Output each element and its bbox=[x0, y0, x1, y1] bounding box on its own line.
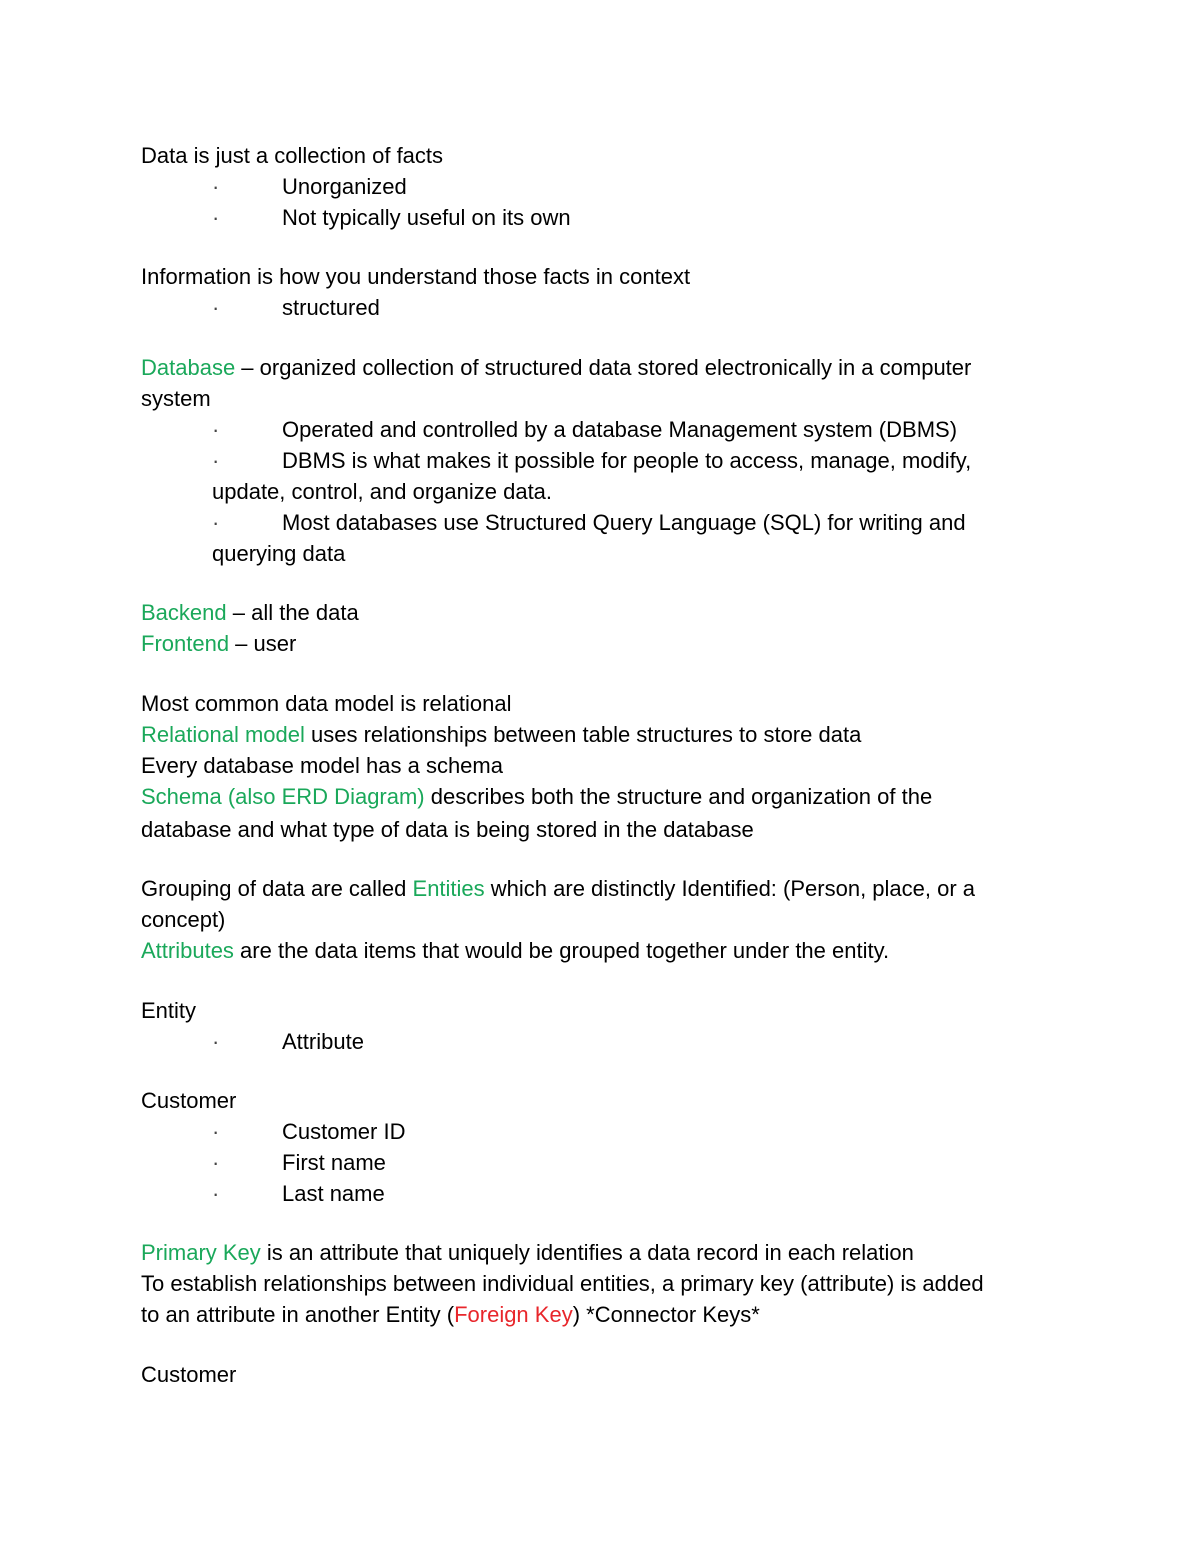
list-item: · Not typically useful on its own bbox=[212, 202, 1062, 233]
relational-term: Relational model bbox=[141, 722, 305, 747]
list-item-cont: querying data bbox=[212, 541, 346, 566]
backend-definition: Backend – all the data bbox=[141, 600, 359, 625]
bullet-dot-icon: · bbox=[212, 417, 220, 442]
attributes-definition: Attributes are the data items that would be grouped together under the entity. bbox=[141, 938, 890, 963]
list-item-cont: update, control, and organize data. bbox=[212, 479, 553, 504]
list-item: · Most databases use Structured Query Language (SQL) for writing and bbox=[212, 507, 1062, 538]
list-item: · Customer ID bbox=[212, 1116, 1062, 1147]
bullet-dot-icon: · bbox=[212, 1119, 220, 1144]
entities-definition-cont: concept) bbox=[141, 907, 226, 932]
relationship-line: To establish relationships between individual entities, a primary key (attribute) is added bbox=[141, 1271, 984, 1296]
data-heading: Data is just a collection of facts bbox=[141, 143, 444, 168]
bullet-dot-icon: · bbox=[212, 1181, 220, 1206]
list-item: · First name bbox=[212, 1147, 1062, 1178]
bullet-dot-icon: · bbox=[212, 1150, 220, 1175]
relational-definition: Relational model uses relationships between table structures to store data bbox=[141, 722, 862, 747]
schema-definition-cont: database and what type of data is being stored in the database bbox=[141, 817, 754, 842]
entity-heading: Entity bbox=[141, 998, 197, 1023]
frontend-term: Frontend bbox=[141, 631, 230, 656]
schema-term: Schema (also ERD Diagram) bbox=[141, 784, 425, 809]
entities-definition: Grouping of data are called Entities which are distinctly Identified: (Person, place, or a bbox=[141, 876, 976, 901]
database-term: Database bbox=[141, 355, 236, 380]
bullet-dot-icon: · bbox=[212, 174, 220, 199]
primary-key-term: Primary Key bbox=[141, 1240, 261, 1265]
information-heading: Information is how you understand those facts in context bbox=[141, 264, 691, 289]
schema-definition: Schema (also ERD Diagram) describes both the structure and organization of the bbox=[141, 784, 933, 809]
foreign-key-term: Foreign Key bbox=[454, 1302, 573, 1327]
bullet-dot-icon: · bbox=[212, 510, 220, 535]
bullet-dot-icon: · bbox=[212, 295, 220, 320]
list-item: · Last name bbox=[212, 1178, 1062, 1209]
database-definition-cont: system bbox=[141, 386, 211, 411]
attributes-term: Attributes bbox=[141, 938, 234, 963]
bullet-dot-icon: · bbox=[212, 205, 220, 230]
bullet-dot-icon: · bbox=[212, 1029, 220, 1054]
list-item: · Operated and controlled by a database Management system (DBMS) bbox=[212, 414, 1062, 445]
customer-heading-final: Customer bbox=[141, 1362, 237, 1387]
foreign-key-line: to an attribute in another Entity (Foreign Key) *Connector Keys* bbox=[141, 1302, 760, 1327]
list-item: · Attribute bbox=[212, 1026, 1062, 1057]
backend-term: Backend bbox=[141, 600, 227, 625]
bullet-dot-icon: · bbox=[212, 448, 220, 473]
primary-key-definition: Primary Key is an attribute that uniquely identifies a data record in each relation bbox=[141, 1240, 914, 1265]
model-line: Most common data model is relational bbox=[141, 691, 512, 716]
database-definition: Database – organized collection of structured data stored electronically in a computer bbox=[141, 355, 972, 380]
schema-line: Every database model has a schema bbox=[141, 753, 503, 778]
list-item: · structured bbox=[212, 292, 1062, 323]
frontend-definition: Frontend – user bbox=[141, 631, 297, 656]
customer-heading: Customer bbox=[141, 1088, 237, 1113]
list-item: · DBMS is what makes it possible for people to access, manage, modify, bbox=[212, 445, 1062, 476]
entities-term: Entities bbox=[412, 876, 485, 901]
list-item: · Unorganized bbox=[212, 171, 1062, 202]
